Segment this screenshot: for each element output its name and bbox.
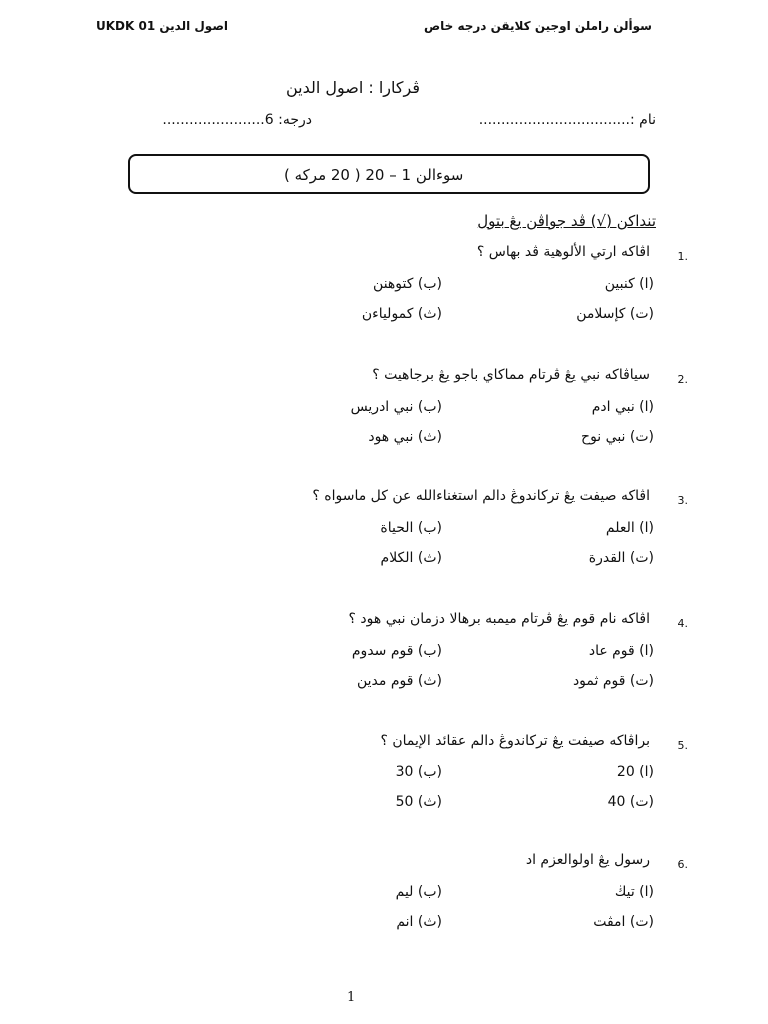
option-a[interactable]: (ا) قوم عاد: [588, 643, 654, 659]
section-box-label: سوءالن 1 – 20 ( 20 مركه ): [284, 166, 464, 184]
question-text: اڤاكه نام قوم يڠ ڤرتام ميمبه برهالا دزمان نبي هود ؟: [348, 611, 650, 627]
grade-field: درجه: 6.......................: [162, 112, 312, 128]
question-number: 4.: [677, 617, 688, 630]
header-right-text: سوألن راملن اوجين كلايقن درجه خاص: [423, 19, 652, 33]
option-b[interactable]: (ب) قوم سدوم: [351, 643, 442, 659]
question-text: رسول يڠ اولوالعزم اد: [525, 852, 650, 868]
option-a[interactable]: (ا) كنبين: [604, 276, 654, 292]
option-a[interactable]: (ا) نبي ادم: [591, 399, 654, 415]
question-number: 2.: [677, 373, 688, 386]
question-number: 6.: [677, 858, 688, 871]
option-c[interactable]: (ت) القدرة: [588, 550, 654, 566]
question-text: سياڤاكه نبي يڠ ڤرتام مماكاي باجو يڠ برجاهيت ؟: [372, 367, 650, 383]
option-b[interactable]: (ب) نبي ادريس: [350, 399, 442, 415]
option-c[interactable]: (ت) 40: [607, 794, 654, 810]
header-left-text: اصول الدين UKDK 01: [96, 19, 229, 33]
option-d[interactable]: (ث) قوم مدين: [357, 673, 442, 689]
option-c[interactable]: (ت) نبي نوح: [581, 429, 654, 445]
option-a[interactable]: (ا) تيڬ: [614, 884, 654, 900]
instruction-text: تنداكن (√) ڤد جواڤن يڠ بتول: [477, 212, 656, 230]
option-c[interactable]: (ت) امڤت: [593, 914, 654, 930]
option-b[interactable]: (ب) ليم: [395, 884, 442, 900]
option-d[interactable]: (ث) 50: [395, 794, 442, 810]
option-a[interactable]: (ا) العلم: [605, 520, 654, 536]
option-c[interactable]: (ت) قوم ثمود: [572, 673, 654, 689]
question-text: براڤاكه صيفت يڠ تركاندوڠ دالم عقائد الإيمان ؟: [380, 733, 650, 749]
question-number: 1.: [677, 250, 688, 263]
option-d[interactable]: (ث) كمولياءن: [361, 306, 442, 322]
option-b[interactable]: (ب) 30: [395, 764, 442, 780]
option-d[interactable]: (ث) نبي هود: [368, 429, 442, 445]
option-c[interactable]: (ت) كإسلامن: [576, 306, 654, 322]
question-text: اڤاكه ارتي الألوهية ڤد بهاس ؟: [476, 244, 650, 260]
question-number: 5.: [677, 739, 688, 752]
page-number: 1: [347, 990, 356, 1005]
question-number: 3.: [677, 494, 688, 507]
question-text: اڤاكه صيفت يڠ تركاندوڠ دالم استغناءالله عن كل ماسواه ؟: [312, 488, 650, 504]
option-a[interactable]: (ا) 20: [616, 764, 654, 780]
option-b[interactable]: (ب) الحياة: [380, 520, 442, 536]
option-d[interactable]: (ث) انم: [396, 914, 442, 930]
name-field: نام :..................................: [478, 112, 656, 128]
option-d[interactable]: (ث) الكلام: [380, 550, 442, 566]
option-b[interactable]: (ب) كتوهنن: [373, 276, 442, 292]
page-title: ڤركارا : اصول الدين: [285, 78, 420, 97]
